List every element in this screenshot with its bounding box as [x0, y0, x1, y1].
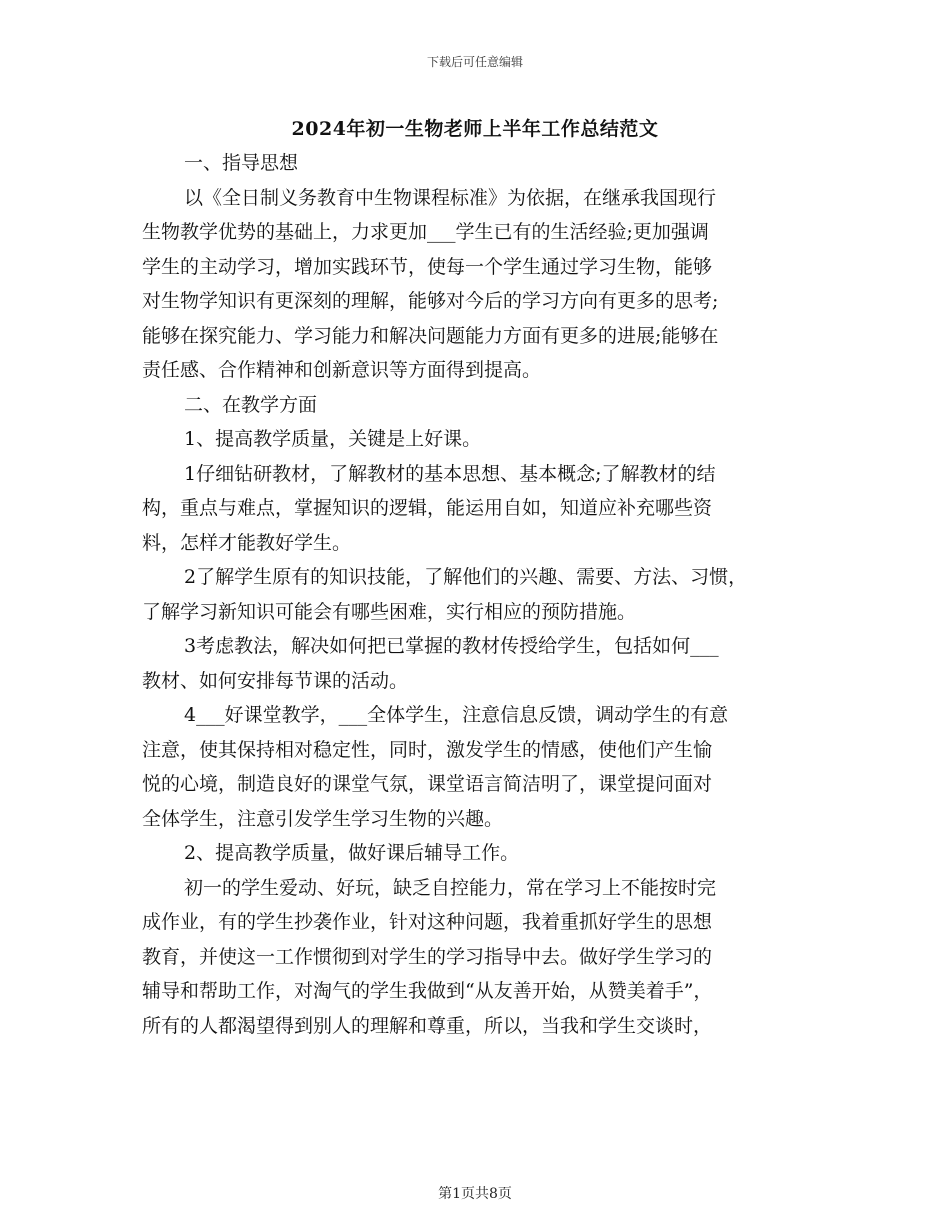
- text-line: 初一的学生爱动、好玩，缺乏自控能力，常在学习上不能按时完: [184, 876, 717, 899]
- header-note: 下载后可任意编辑: [426, 55, 523, 69]
- page-footer: 第1页共8页: [438, 1186, 512, 1202]
- text-line: 2了解学生原有的知识技能，了解他们的兴趣、需要、方法、习惯，: [184, 566, 748, 588]
- text-line: 辅导和帮助工作，对淘气的学生我做到“从友善开始，从赞美着手”，: [142, 980, 713, 1002]
- text-line: 能够在探究能力、学习能力和解决问题能力方面有更多的进展;能够在: [142, 324, 719, 347]
- text-line: 构，重点与难点，掌握知识的逻辑，能运用自如，知道应补充哪些资: [142, 497, 713, 519]
- text-line: 4___好课堂教学，___全体学生，注意信息反馈，调动学生的有意: [184, 704, 729, 726]
- text-line: 注意，使其保持相对稳定性，同时，激发学生的情感，使他们产生愉: [142, 738, 713, 761]
- text-line: 所有的人都渴望得到别人的理解和尊重，所以，当我和学生交谈时，: [142, 1014, 713, 1037]
- text-line: 成作业，有的学生抄袭作业，针对这种问题，我着重抓好学生的思想: [142, 911, 713, 933]
- text-line: 一、指导思想: [184, 152, 299, 174]
- text-line: 教材、如何安排每节课的活动。: [142, 669, 409, 692]
- text-line: 全体学生，注意引发学生学习生物的兴趣。: [142, 807, 504, 830]
- text-line: 1、提高教学质量，关键是上好课。: [184, 428, 482, 450]
- text-line: 2、提高教学质量，做好课后辅导工作。: [184, 842, 520, 864]
- document-title: 2024年初一生物老师上半年工作总结范文: [291, 118, 659, 140]
- text-line: 以《全日制义务教育中生物课程标准》为依据，在继承我国现行: [184, 186, 717, 209]
- text-line: 了解学习新知识可能会有哪些困难，实行相应的预防措施。: [142, 600, 637, 623]
- text-line: 料，怎样才能教好学生。: [142, 531, 352, 554]
- text-line: 悦的心境，制造良好的课堂气氛，课堂语言简洁明了，课堂提问面对: [142, 773, 713, 795]
- text-line: 生物教学优势的基础上，力求更加___学生已有的生活经验;更加强调: [142, 221, 709, 243]
- document-body: [142, 146, 812, 1043]
- text-line: 对生物学知识有更深刻的理解，能够对今后的学习方向有更多的思考;: [142, 290, 719, 312]
- text-line: 教育，并使这一工作惯彻到对学生的学习指导中去。做好学生学习的: [142, 945, 713, 968]
- text-line: 学生的主动学习，增加实践环节，使每一个学生通过学习生物，能够: [142, 255, 713, 278]
- text-line: 责任感、合作精神和创新意识等方面得到提高。: [142, 359, 542, 381]
- text-line: 二、在教学方面: [184, 393, 318, 416]
- text-line: 1仔细钻研教材，了解教材的基本思想、基本概念;了解教材的结: [184, 462, 716, 485]
- text-line: 3考虑教法，解决如何把已掌握的教材传授给学生，包括如何___: [184, 635, 719, 657]
